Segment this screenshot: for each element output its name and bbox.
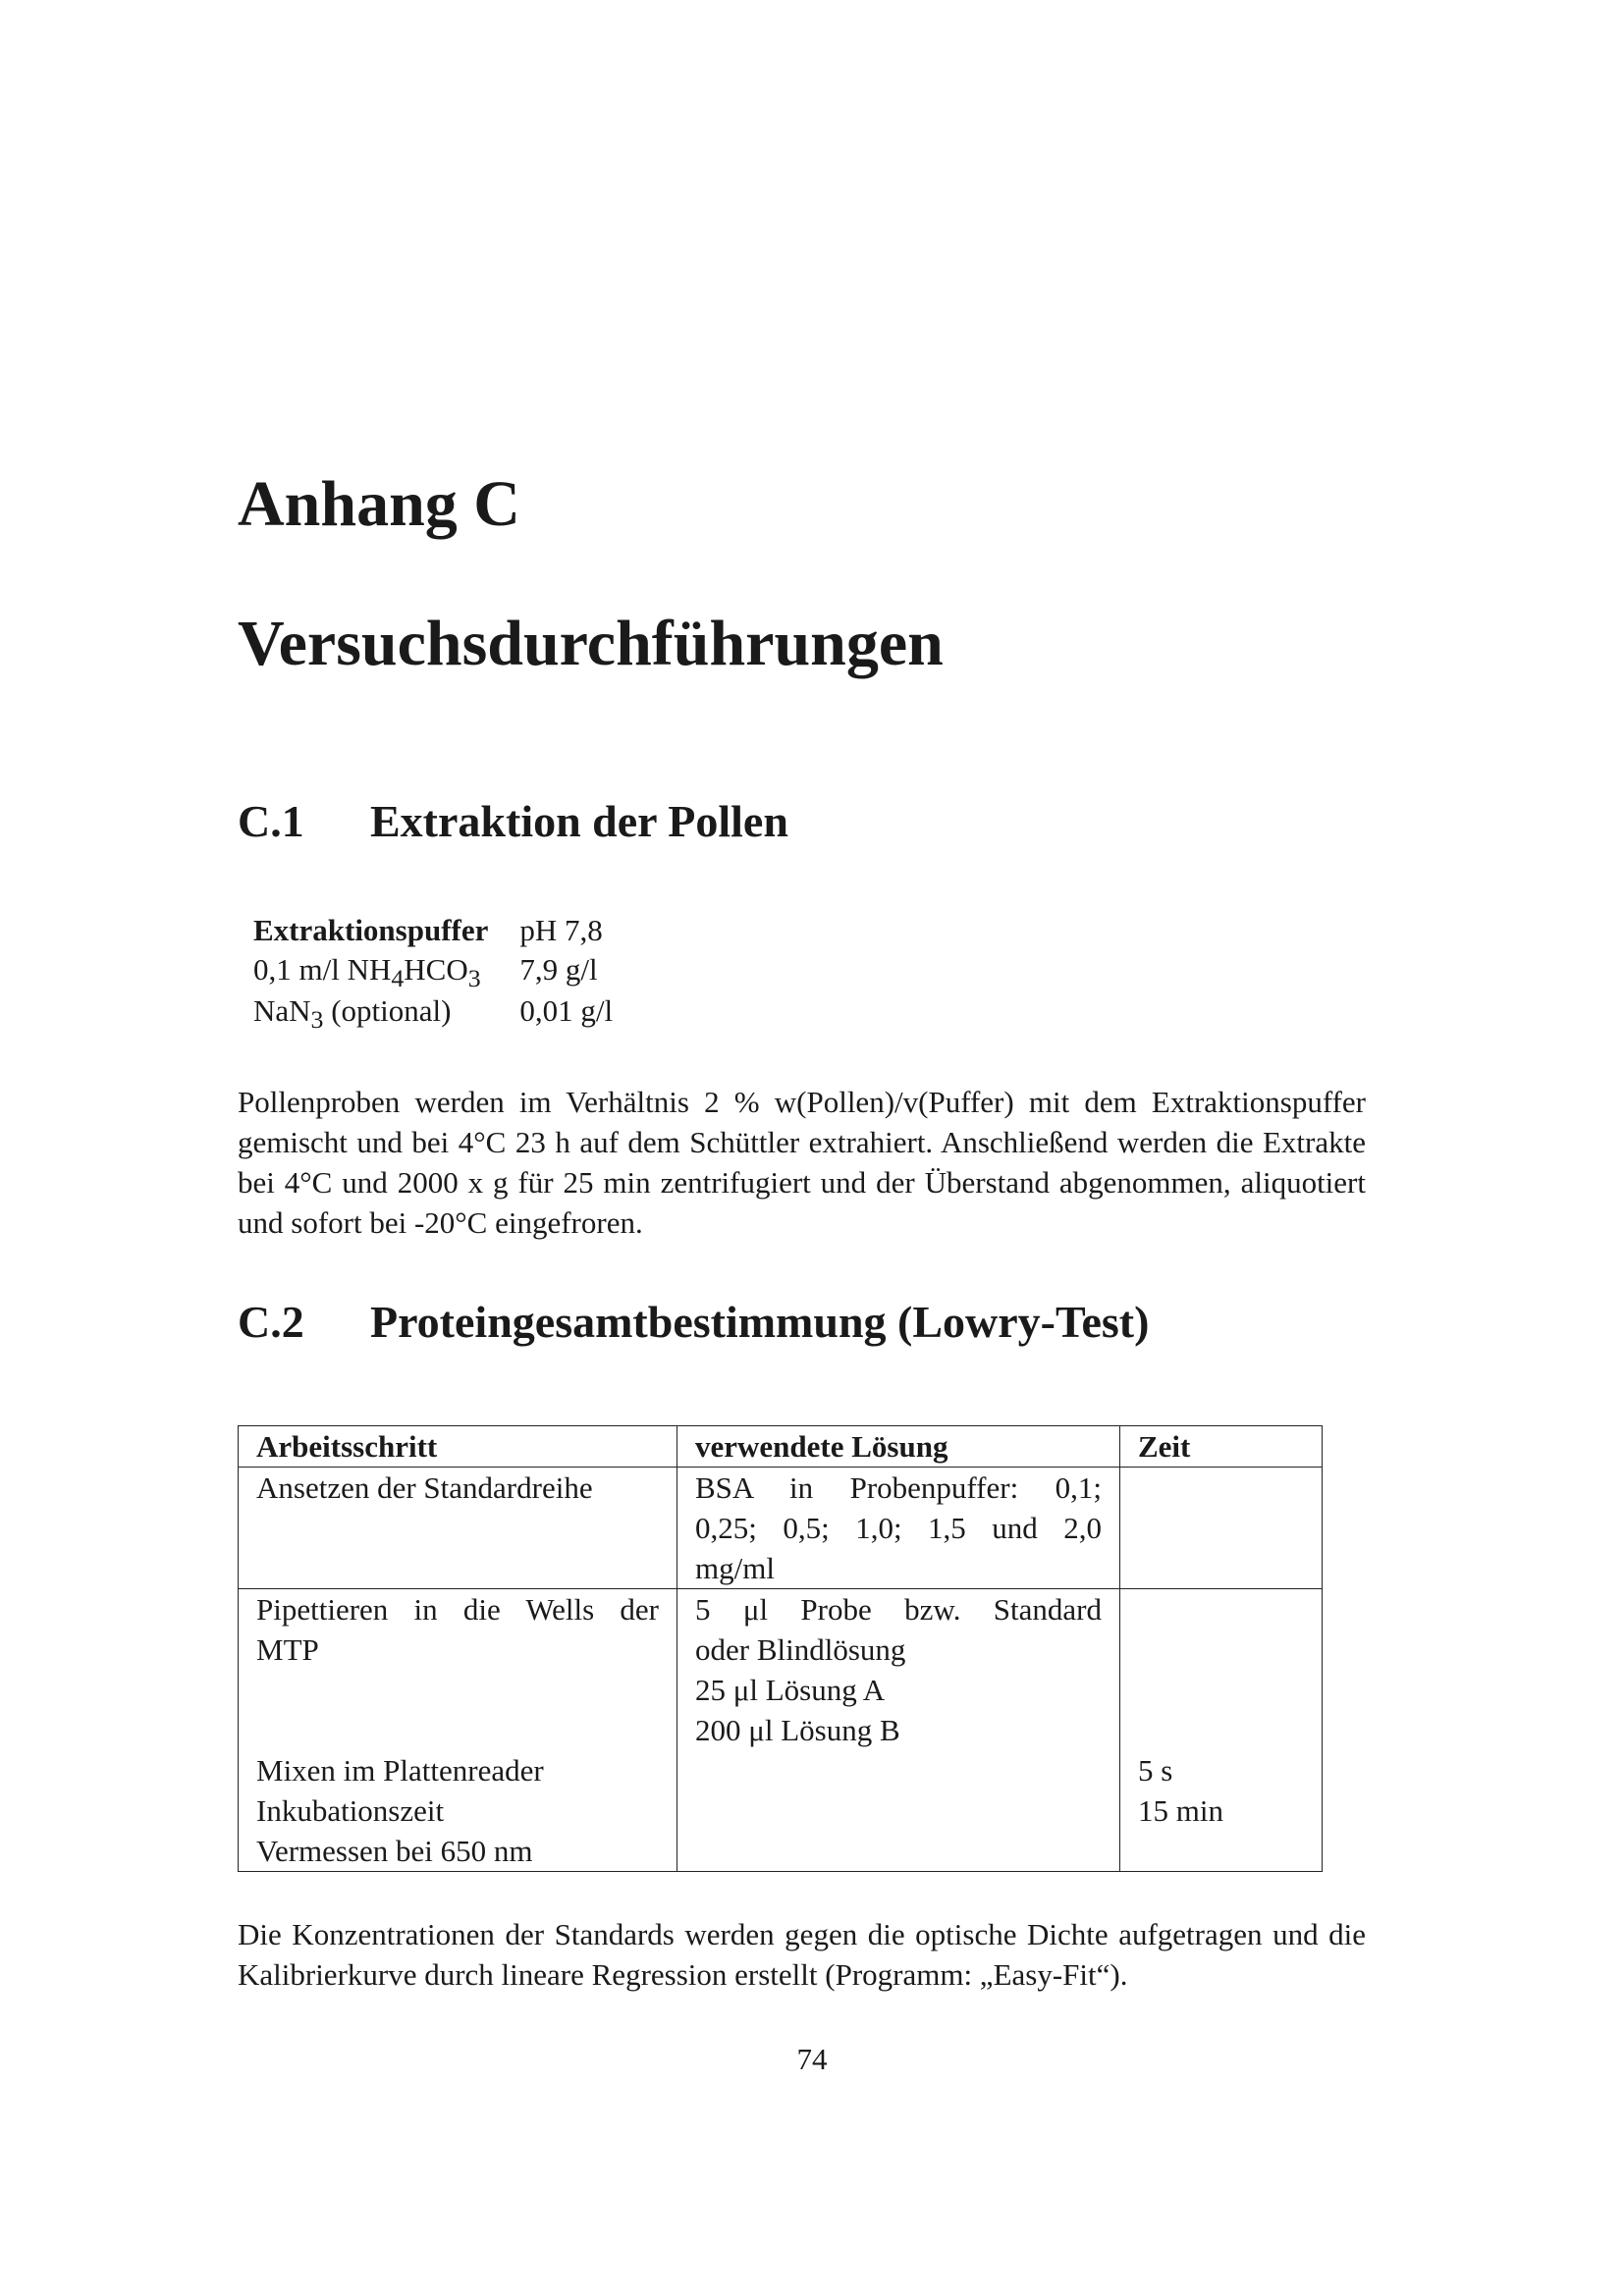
buffer-value: pH 7,8 — [519, 913, 603, 947]
column-header: Arbeitsschritt — [239, 1426, 677, 1468]
step-cell: Pipettieren in die Wells der MTP Mixen im Plattenreader Inkubationszeit Vermessen bei 650 nm — [239, 1589, 677, 1872]
calibration-paragraph: Die Konzentrationen der Standards werden gegen die optische Dichte aufgetragen und die Kalibrierkurve durch lineare Regression erstellt (Programm: „Easy-Fit“). — [238, 1917, 1366, 1992]
extraction-paragraph: Pollenproben werden im Verhältnis 2 % w(Pollen)/v(Puffer) mit dem Extraktionspuffer gemischt und bei 4°C 23 h auf dem Schüttler extrahiert. Anschließend werden die Extrakte bei 4°C und 2000 x g für 25 min zentrifugiert und der Überstand abgenommen, aliquotiert und sofort bei -20°C eingefroren. — [238, 1085, 1366, 1240]
buffer-value: 0,01 g/l — [519, 993, 614, 1029]
buffer-component: NaN$_3$ (optional) — [253, 993, 452, 1035]
solution-cell: BSA in Probenpuffer: 0,1; 0,25; 0,5; 1,0; 1,5 und 2,0 mg/ml — [677, 1468, 1120, 1589]
time-cell — [1120, 1468, 1323, 1589]
section-number: C.1 — [238, 796, 304, 846]
buffer-composition-table — [253, 913, 644, 1035]
time-cell: 5 s 15 min — [1120, 1589, 1323, 1872]
table-row — [253, 913, 644, 952]
section-title: Proteingesamtbestimmung (Lowry-Test) — [370, 1297, 1150, 1347]
chapter-label: Anhang C — [238, 468, 520, 540]
protocol-table — [238, 1425, 1323, 1872]
page-number: 74 — [796, 2042, 828, 2076]
table-header-row — [239, 1426, 1323, 1468]
step-cell: Ansetzen der Standardreihe — [239, 1468, 677, 1589]
table-row — [253, 993, 644, 1035]
table-row — [239, 1589, 1323, 1872]
buffer-component: 0,1 m/l $NH_4HCO_3$ — [253, 952, 481, 993]
chapter-title: Versuchsdurchführungen — [238, 608, 944, 679]
column-header: Zeit — [1120, 1426, 1323, 1468]
section-heading-c1 — [238, 797, 788, 847]
section-number: C.2 — [238, 1297, 304, 1347]
solution-cell: 5 μl Probe bzw. Standard oder Blindlösung 25 μl Lösung A 200 μl Lösung B — [677, 1589, 1120, 1872]
column-header: verwendete Lösung — [677, 1426, 1120, 1468]
section-heading-c2 — [238, 1298, 1149, 1348]
table-row — [253, 952, 644, 993]
buffer-name: Extraktionspuffer — [253, 913, 489, 947]
section-title: Extraktion der Pollen — [370, 796, 788, 846]
buffer-value: 7,9 g/l — [519, 952, 598, 987]
table-row — [239, 1468, 1323, 1589]
